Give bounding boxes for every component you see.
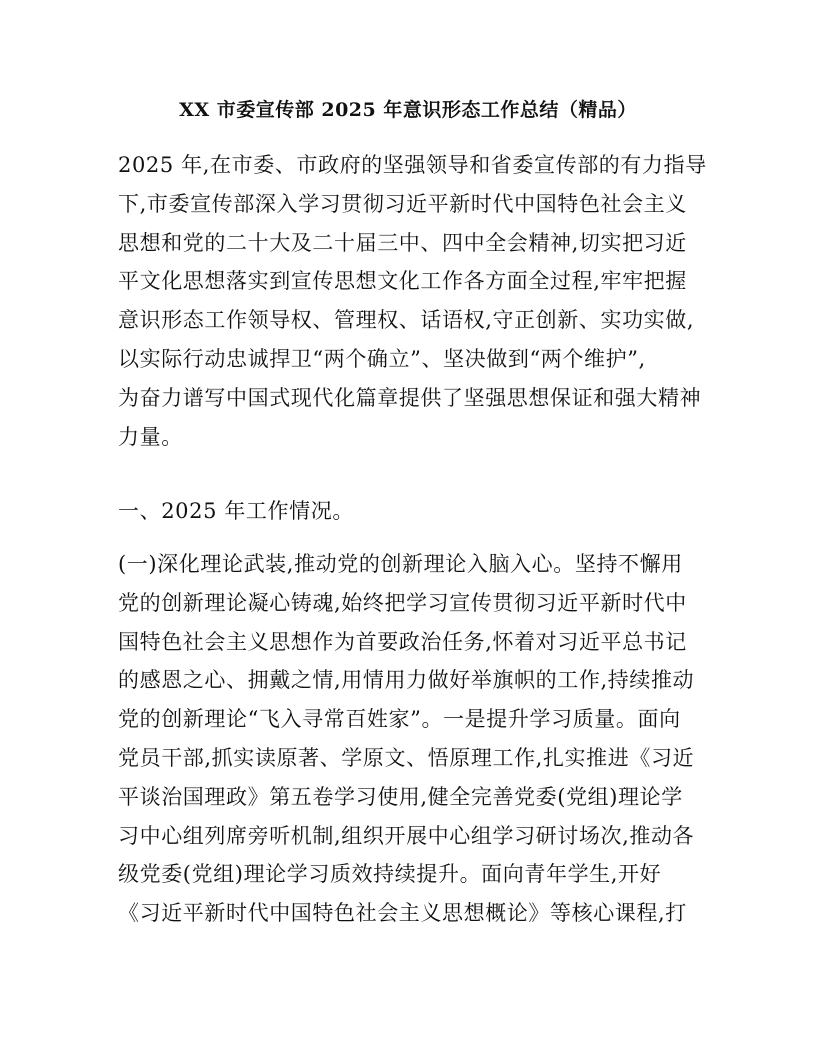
paragraph-line: 级党委(党组)理论学习质效持续提升。面向青年学生,开好 [118,862,662,887]
paragraph-line: 平谈治国理政》第五卷学习使用,健全完善党委(党组)理论学 [118,784,683,809]
intro-paragraph [118,146,707,456]
paragraph-line: 以实际行动忠诚捍卫“两个确立”、坚决做到“两个维护”, [118,346,646,371]
paragraph-line: 思想和党的二十大及二十届三中、四中全会精神,切实把习近 [118,230,687,255]
paragraph-line: 2025 年,在市委、市政府的坚强领导和省委宣传部的有力指导 [118,153,707,177]
paragraph-line: 党的创新理论“飞入寻常百姓家”。一是提升学习质量。面向 [118,707,681,732]
paragraph-line: 党的创新理论凝心铸魂,始终把学习宣传贯彻习近平新时代中 [118,590,687,615]
paragraph-line: 平文化思想落实到宣传思想文化工作各方面全过程,牢牢把握 [118,269,687,294]
section-heading: 一、2025 年工作情况。 [118,499,354,523]
paragraph-line: 国特色社会主义思想作为首要政治任务,怀着对习近平总书记 [118,629,687,654]
paragraph-line: 为奋力谱写中国式现代化篇章提供了坚强思想保证和强大精神 [118,385,702,410]
paragraph-line: 《习近平新时代中国特色社会主义思想概论》等核心课程,打 [118,901,687,926]
paragraph-line: 的感恩之心、拥戴之情,用情用力做好举旗帜的工作,持续推动 [118,668,695,693]
paragraph-line: (一)深化理论武装,推动党的创新理论入脑入心。坚持不懈用 [118,552,683,576]
document-title: XX 市委宣传部 2025 年意识形态工作总结（精品） [179,99,637,121]
paragraph-line: 力量。 [118,424,183,449]
paragraph-line: 习中心组列席旁听机制,组织开展中心组学习研讨场次,推动各 [118,823,695,848]
paragraph-line: 党员干部,抓实读原著、学原文、悟原理工作,扎实推进《习近 [118,745,695,770]
paragraph-line: 意识形态工作领导权、管理权、话语权,守正创新、实功实做, [118,308,695,333]
body-paragraph [118,545,700,933]
paragraph-line: 下,市委宣传部深入学习贯彻习近平新时代中国特色社会主义 [118,191,687,216]
